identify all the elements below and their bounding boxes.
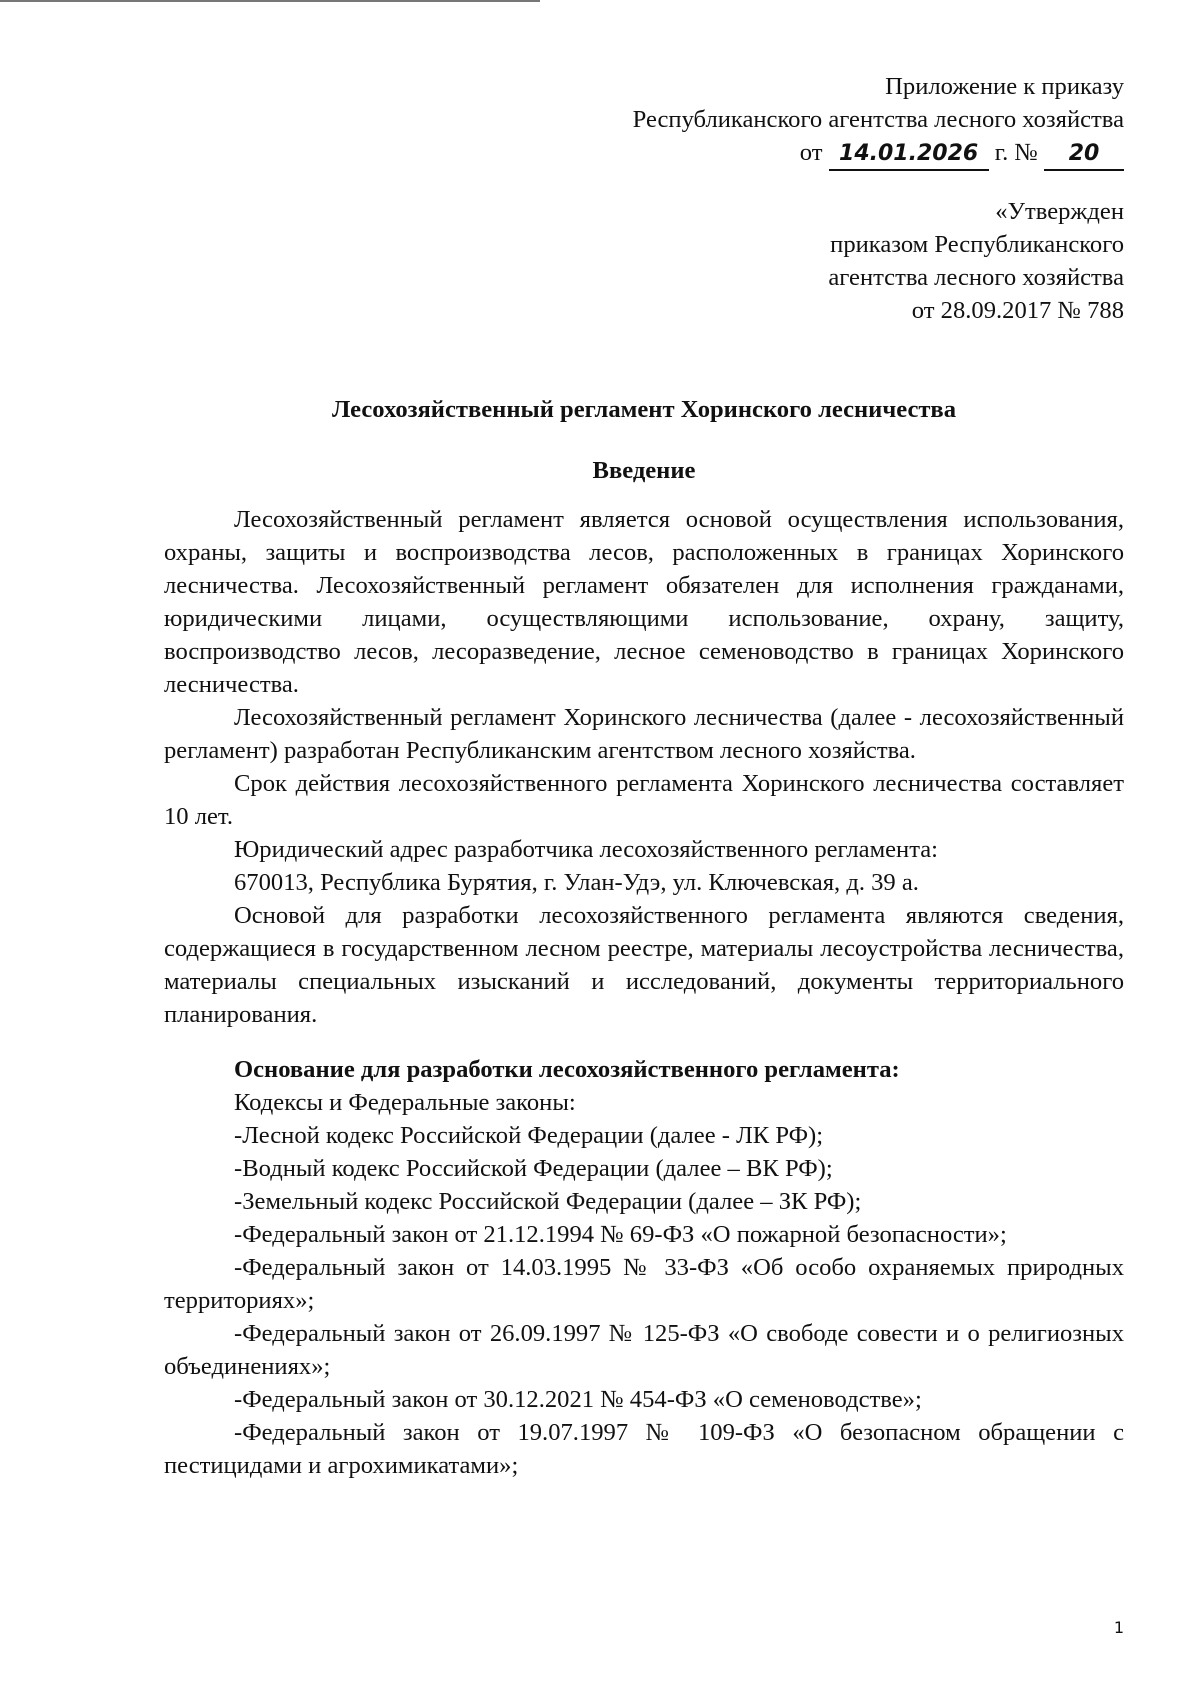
approved-line-4: от 28.09.2017 № 788 [911,297,1124,324]
document-title: Лесохозяйственный регламент Хоринского лесничества [331,396,957,423]
list-item-text: Федеральный закон от 26.09.1997 № 125-ФЗ «О свободе совести и о религиозных объединениях»; [164,1320,1124,1380]
list-item-text: Федеральный закон от 30.12.2021 № 454-ФЗ «О семеноводстве»; [242,1386,922,1413]
paragraph: Основой для разработки лесохозяйственного регламента являются сведения, содержащиеся в государственном лесном реестре, материалы лесоустройства лесничества, материалы специальных изысканий и исследований, документы территориального планирования. [164,902,1124,1028]
basis-list [164,1119,1124,1482]
ot-label: от [799,139,823,166]
list-dash: - [234,1320,243,1347]
list-item-text: Водный кодекс Российской Федерации (далее – ВК РФ); [242,1155,833,1182]
codes-label: Кодексы и Федеральные законы: [234,1089,576,1116]
list-dash: - [234,1386,243,1413]
list-dash: - [234,1188,243,1215]
appendix-line-1: Приложение к приказу [885,73,1124,100]
list-dash: - [234,1221,243,1248]
g-no-label: г. № [994,139,1038,166]
document-page [164,70,1124,1482]
list-item [164,1383,1124,1416]
approved-line-3: агентства лесного хозяйства [828,264,1124,291]
approved-block [164,195,1124,327]
appendix-header [164,70,1124,171]
appendix-line-2: Республиканского агентства лесного хозяйства [632,106,1124,133]
paragraph: Юридический адрес разработчика лесохозяйственного регламента: [234,836,939,863]
handwritten-number: 20 [1044,139,1124,171]
list-item [164,1218,1124,1251]
paragraph: Лесохозяйственный регламент Хоринского лесничества (далее - лесохозяйственный регламент) разработан Республиканским агентством лесного хозяйства. [164,704,1124,764]
scan-edge-line [0,0,540,2]
list-item-text: Федеральный закон от 19.07.1997 № 109-ФЗ «О безопасном обращении с пестицидами и агрохимикатами»; [164,1419,1124,1479]
handwritten-date: 14.01.2026 [829,139,989,171]
list-dash: - [234,1254,243,1281]
list-item [164,1152,1124,1185]
list-item-text: Федеральный закон от 14.03.1995 № 33-ФЗ «Об особо охраняемых природных территориях»; [164,1254,1124,1314]
basis-heading: Основание для разработки лесохозяйственного регламента: [234,1056,900,1083]
list-dash: - [234,1419,243,1446]
list-item [164,1119,1124,1152]
list-item [164,1251,1124,1317]
list-dash: - [234,1122,243,1149]
list-item [164,1317,1124,1383]
paragraph: Срок действия лесохозяйственного регламента Хоринского лесничества составляет 10 лет. [164,770,1124,830]
list-item [164,1416,1124,1482]
intro-heading: Введение [592,457,696,484]
paragraph: 670013, Республика Бурятия, г. Улан-Удэ, ул. Ключевская, д. 39 а. [234,869,919,896]
intro-body [164,503,1124,1031]
approved-line-2: приказом Республиканского [830,231,1124,258]
list-item-text: Земельный кодекс Российской Федерации (далее – ЗК РФ); [242,1188,862,1215]
page-number: 1 [1113,1618,1124,1637]
approved-line-1: «Утвержден [995,198,1124,225]
list-dash: - [234,1155,243,1182]
list-item [164,1185,1124,1218]
list-item-text: Федеральный закон от 21.12.1994 № 69-ФЗ «О пожарной безопасности»; [242,1221,1007,1248]
paragraph: Лесохозяйственный регламент является основой осуществления использования, охраны, защиты и воспроизводства лесов, расположенных в границах Хоринского лесничества. Лесохозяйственный регламент обязателен для исполнения гражданами, юридическими лицами, осуществляющими использование, охрану, защиту, воспроизводство лесов, лесоразведение, лесное семеноводство в границах Хоринского лесничества. [164,506,1124,698]
list-item-text: Лесной кодекс Российской Федерации (далее - ЛК РФ); [242,1122,824,1149]
appendix-date-line [164,136,1124,171]
